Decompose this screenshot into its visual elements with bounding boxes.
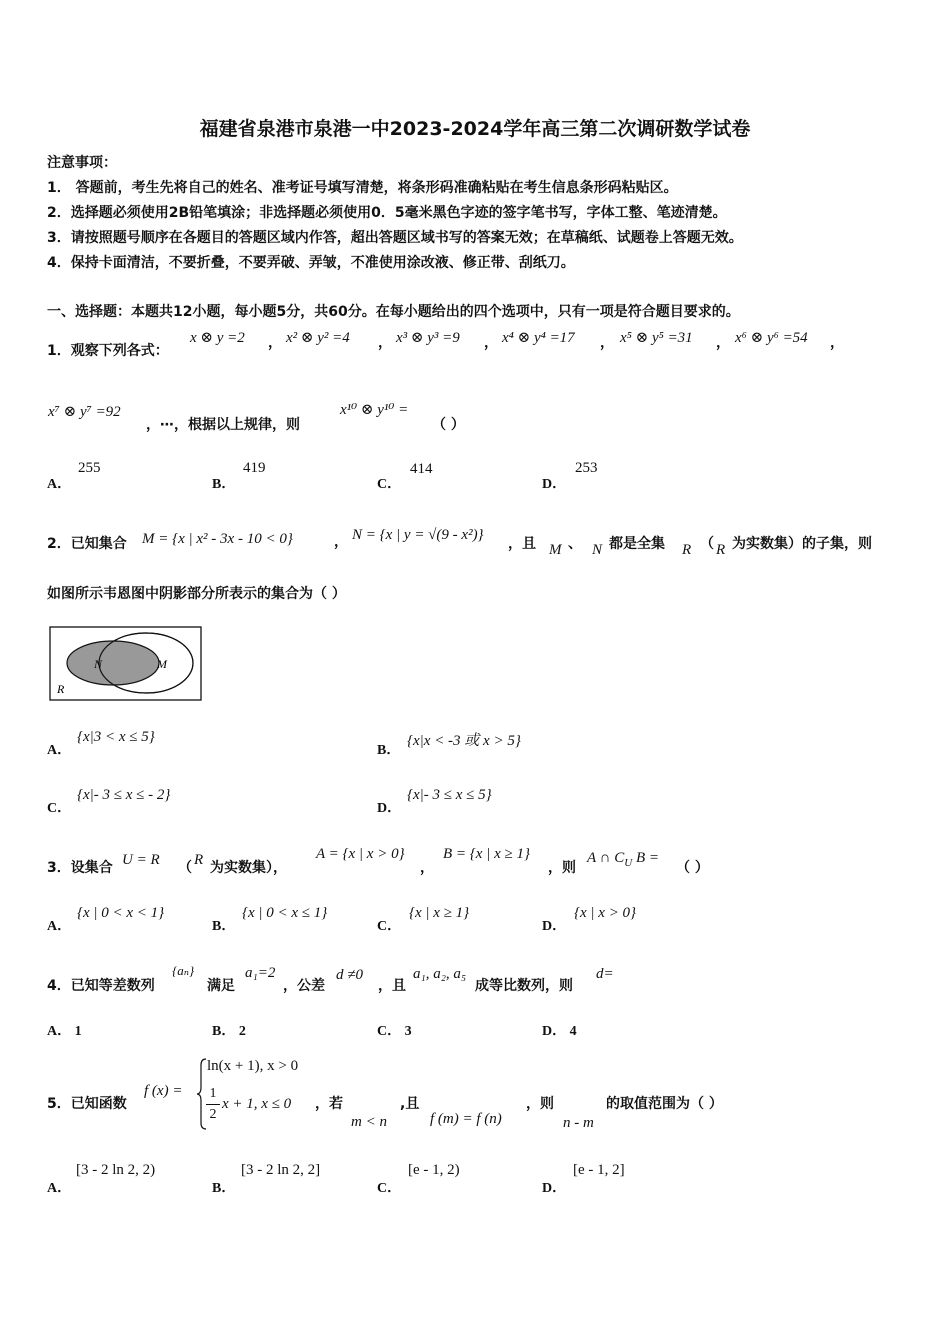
q1-option-value: 419 bbox=[243, 460, 266, 476]
q5-option-label: D． bbox=[542, 1181, 567, 1196]
q2-option-value: {x|x < -3 或 x > 5} bbox=[407, 733, 521, 749]
notice-item: 4．保持卡面清洁，不要折叠，不要弄破、弄皱，不准使用涂改液、修正带、刮纸刀。 bbox=[47, 255, 575, 271]
q1-comma: ， bbox=[378, 335, 392, 351]
q1-formula: x ⊗ y =2 bbox=[190, 330, 245, 346]
q1-formula: x⁵ ⊗ y⁵ =31 bbox=[620, 330, 693, 346]
q4-option: C． 3 bbox=[377, 1024, 412, 1039]
q4-dq: d= bbox=[596, 966, 614, 982]
notice-item: 1． 答题前，考生先将自己的姓名、准考证号填写清楚，将条形码准确粘贴在考生信息条形码粘贴区。 bbox=[47, 180, 678, 196]
q2-set-n: N = {x | y = √(9 - x²)} bbox=[352, 527, 484, 543]
q5-option-label: C． bbox=[377, 1181, 402, 1196]
q3-paren: （ ） bbox=[676, 860, 709, 876]
q5-frac-bar bbox=[206, 1104, 220, 1105]
q5-expr: n - m bbox=[563, 1115, 594, 1131]
q2-text: 如图所示韦恩图中阴影部分所表示的集合为（ ） bbox=[47, 586, 346, 602]
q1-text: ，⋯，根据以上规律，则 bbox=[146, 417, 300, 433]
venn-label-m: M bbox=[157, 657, 167, 671]
q4-a1: a₁=2 bbox=[245, 965, 276, 981]
q2-text: 都是全集 bbox=[609, 536, 665, 552]
q4-text: ，公差 bbox=[283, 978, 325, 994]
q2-lead: 2．已知集合 bbox=[47, 536, 127, 552]
q1-paren: （ ） bbox=[432, 417, 465, 433]
notice-item: 3．请按照题号顺序在各题目的答题区域内作答，超出答题区域书写的答案无效；在草稿纸、试题卷上答题无效。 bbox=[47, 230, 743, 246]
q5-option-label: B． bbox=[212, 1181, 236, 1196]
q4-option: B． 2 bbox=[212, 1024, 246, 1039]
q5-lead: 5．已知函数 bbox=[47, 1096, 127, 1112]
q1-formula: x⁴ ⊗ y⁴ =17 bbox=[502, 330, 575, 346]
q5-fx: f (x) = bbox=[144, 1083, 183, 1099]
q2-option-value: {x|- 3 ≤ x ≤ 5} bbox=[407, 787, 492, 803]
q1-formula: x⁷ ⊗ y⁷ =92 bbox=[48, 404, 121, 420]
q3-option-value: {x | 0 < x ≤ 1} bbox=[242, 905, 328, 921]
q1-option-label: C． bbox=[377, 477, 402, 492]
q4-text: 成等比数列，则 bbox=[475, 978, 573, 994]
q5-option-value: [3 - 2 ln 2, 2] bbox=[241, 1162, 321, 1178]
q2-n: N bbox=[592, 542, 603, 558]
q5-frac-num: 1 bbox=[209, 1086, 217, 1101]
q4-lead: 4．已知等差数列 bbox=[47, 978, 155, 994]
q3-text: （ bbox=[178, 860, 192, 876]
q5-text: ,且 bbox=[400, 1096, 420, 1112]
q1-comma: ， bbox=[484, 335, 498, 351]
q1-option-label: D． bbox=[542, 477, 567, 492]
q1-option-value: 255 bbox=[78, 460, 101, 476]
venn-circle-n bbox=[67, 641, 159, 685]
q3-universal-set: U = R bbox=[122, 852, 160, 868]
q5-option-value: [3 - 2 ln 2, 2) bbox=[76, 1162, 156, 1178]
q1-comma: ， bbox=[600, 335, 614, 351]
q3-expr: A ∩ $C_U$ B = bbox=[587, 850, 659, 869]
q1-comma: ， bbox=[716, 335, 730, 351]
q3-set-b: B = {x | x ≥ 1} bbox=[443, 846, 530, 862]
q1-option-value: 253 bbox=[575, 460, 598, 476]
page-title: 福建省泉港市泉港一中2023-2024学年高三第二次调研数学试卷 bbox=[199, 118, 751, 140]
q5-frac-den: 2 bbox=[209, 1107, 217, 1122]
q1-comma: ， bbox=[830, 335, 844, 351]
q2-comma: ， bbox=[334, 534, 348, 550]
q4-terms: a₁, a₂, a₅ bbox=[413, 966, 467, 982]
q4-d: d ≠0 bbox=[336, 967, 363, 983]
q2-option-label: D． bbox=[377, 801, 402, 816]
q3-option-value: {x | x ≥ 1} bbox=[409, 905, 470, 921]
q4-text: 满足 bbox=[207, 978, 235, 994]
q2-r: R bbox=[716, 542, 726, 558]
q5-text: 的取值范围为（ ） bbox=[606, 1096, 723, 1112]
venn-label-n: N bbox=[94, 657, 103, 671]
q1-option-value: 414 bbox=[410, 461, 433, 477]
q5-cond1: m < n bbox=[351, 1114, 387, 1130]
q3-r: R bbox=[194, 852, 204, 868]
q1-formula: x³ ⊗ y³ =9 bbox=[396, 330, 460, 346]
q1-formula: x⁶ ⊗ y⁶ =54 bbox=[735, 330, 808, 346]
q1-option-label: B． bbox=[212, 477, 236, 492]
q1-lead: 1．观察下列各式： bbox=[47, 343, 169, 359]
q2-text: （ bbox=[700, 536, 714, 552]
q5-case1: ln(x + 1), x > 0 bbox=[207, 1058, 299, 1074]
q3-lead: 3．设集合 bbox=[47, 860, 113, 876]
q3-option-label: D． bbox=[542, 919, 567, 934]
q2-r: R bbox=[682, 542, 692, 558]
q2-option-value: {x|- 3 ≤ x ≤ - 2} bbox=[77, 787, 171, 803]
q1-comma: ， bbox=[268, 335, 282, 351]
q1-formula: x² ⊗ y² =4 bbox=[286, 330, 350, 346]
q3-text: 为实数集）， bbox=[210, 860, 287, 876]
q3-option-label: A． bbox=[47, 919, 72, 934]
q3-comma: ， bbox=[420, 860, 434, 876]
q3-option-value: {x | 0 < x < 1} bbox=[77, 905, 165, 921]
q5-text: ，若 bbox=[315, 1096, 343, 1112]
q5-case2: x + 1, x ≤ 0 bbox=[222, 1096, 292, 1112]
q4-option: A． 1 bbox=[47, 1024, 82, 1039]
q2-text: 为实数集）的子集，则 bbox=[732, 536, 872, 552]
section-heading: 一、选择题：本题共12小题，每小题5分，共60分。在每小题给出的四个选项中，只有一项是符合题目要求的。 bbox=[47, 304, 740, 320]
q2-text: ，且 bbox=[508, 536, 536, 552]
q3-option-value: {x | x > 0} bbox=[574, 905, 637, 921]
notice-item: 2．选择题必须使用2B铅笔填涂；非选择题必须使用0．5毫米黑色字迹的签字笔书写，字体工整、笔迹清楚。 bbox=[47, 205, 727, 221]
q5-option-label: A． bbox=[47, 1181, 72, 1196]
q3-option-label: C． bbox=[377, 919, 402, 934]
q3-text: ，则 bbox=[548, 860, 576, 876]
q4-option: D． 4 bbox=[542, 1024, 577, 1039]
q5-option-value: [e - 1, 2] bbox=[573, 1162, 625, 1178]
q2-text: 、 bbox=[568, 536, 582, 552]
q4-text: ，且 bbox=[378, 978, 406, 994]
q5-option-value: [e - 1, 2) bbox=[408, 1162, 460, 1178]
q4-sequence: {aₙ} bbox=[172, 963, 195, 978]
q2-set-m: M = {x | x² - 3x - 10 < 0} bbox=[142, 531, 293, 547]
q1-target: x¹⁰ ⊗ y¹⁰ = bbox=[340, 402, 409, 418]
notice-heading: 注意事项： bbox=[47, 155, 117, 171]
q5-cond2: f (m) = f (n) bbox=[430, 1111, 502, 1127]
q2-option-label: B． bbox=[377, 743, 401, 758]
q2-option-label: A． bbox=[47, 743, 72, 758]
q3-option-label: B． bbox=[212, 919, 236, 934]
q2-option-label: C． bbox=[47, 801, 72, 816]
venn-diagram bbox=[49, 626, 204, 702]
q2-m: M bbox=[549, 542, 562, 558]
venn-label-r: R bbox=[57, 682, 65, 696]
q5-text: ，则 bbox=[526, 1096, 554, 1112]
q2-option-value: {x|3 < x ≤ 5} bbox=[77, 729, 155, 745]
q3-set-a: A = {x | x > 0} bbox=[316, 846, 405, 862]
q1-option-label: A． bbox=[47, 477, 72, 492]
